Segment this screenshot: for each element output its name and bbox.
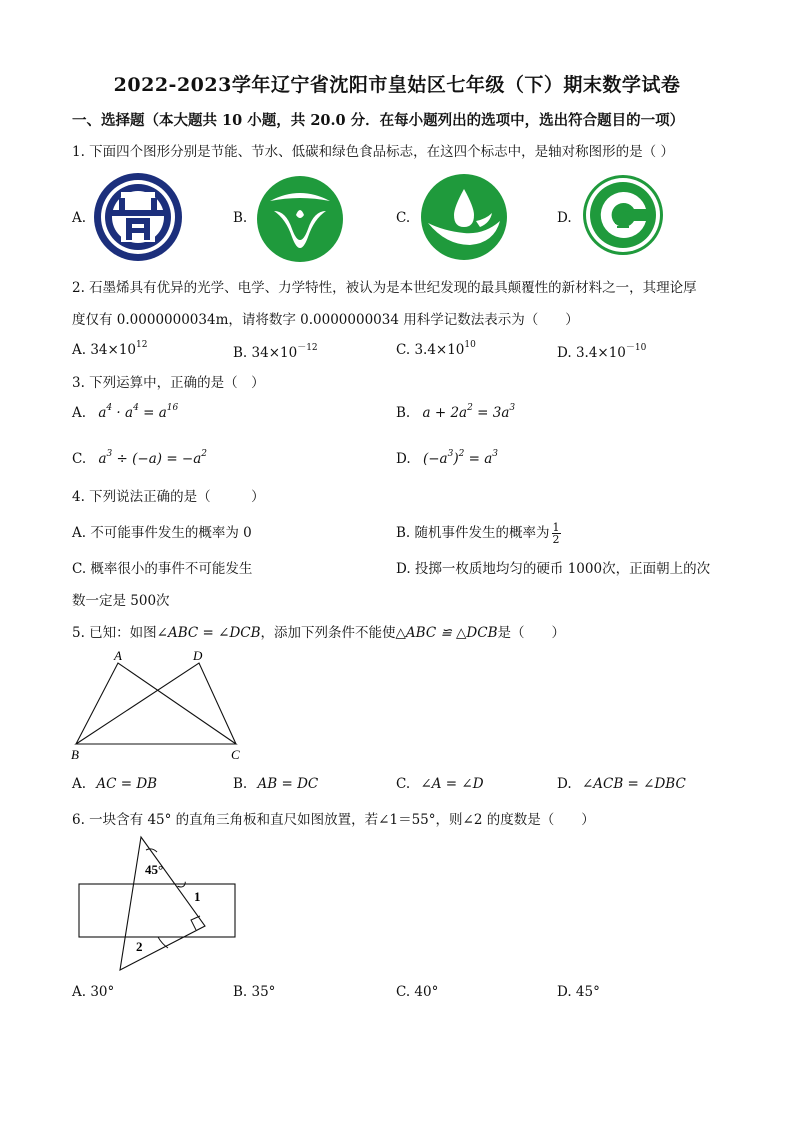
q4-option-a[interactable]: A. 不可能事件发生的概率为 0 bbox=[72, 525, 252, 541]
q3-option-d[interactable]: D. $(-a^3)^2 = a^3$ bbox=[396, 449, 499, 467]
q6-option-b[interactable]: B. 35° bbox=[233, 984, 276, 1000]
water-saving-logo-icon bbox=[256, 175, 344, 263]
option-exponent: －12 bbox=[297, 343, 318, 353]
q5-option-c[interactable] bbox=[396, 776, 484, 792]
option-exponent: 12 bbox=[136, 340, 148, 350]
option-label: D. bbox=[557, 345, 576, 361]
option-math: ∠A = ∠D bbox=[420, 776, 484, 792]
point-label-d: D bbox=[193, 648, 203, 663]
q1-option-c-label[interactable]: C. bbox=[396, 210, 411, 226]
q5-option-a[interactable] bbox=[72, 776, 157, 792]
q4-option-b[interactable] bbox=[396, 521, 561, 545]
option-base: 34×10 bbox=[90, 342, 137, 358]
angle-label-1: 1 bbox=[194, 889, 201, 904]
point-label-a: A bbox=[114, 648, 122, 663]
option-math: ∠ACB = ∠DBC bbox=[581, 776, 686, 792]
q6-option-d[interactable]: D. 45° bbox=[557, 984, 600, 1000]
option-label: B. bbox=[233, 776, 248, 792]
option-label: A. bbox=[72, 405, 87, 421]
stem-text: ，添加下列条件不能使 bbox=[260, 625, 396, 641]
point-label-c: C bbox=[231, 747, 240, 762]
section-heading: 一、选择题（本大题共 10 小题，共 20.0 分．在每小题列出的选项中，选出符合题目的一项） bbox=[72, 112, 685, 129]
q1-option-b-label[interactable]: B. bbox=[233, 210, 248, 226]
q5-option-b[interactable] bbox=[233, 776, 318, 792]
low-carbon-logo-icon bbox=[420, 173, 508, 261]
option-math: AB = DC bbox=[257, 776, 319, 792]
option-label: C. bbox=[396, 776, 411, 792]
stem-text: 5. 已知：如图 bbox=[72, 625, 157, 641]
q1-option-a-label[interactable]: A. bbox=[72, 210, 87, 226]
point-label-b: B bbox=[71, 747, 79, 762]
stem-math: △ABC ≌ △DCB bbox=[395, 625, 498, 641]
q2-stem-line1: 2. 石墨烯具有优异的光学、电学、力学特性，被认为是本世纪发现的最具颠覆性的新材料之一，其理论厚 bbox=[72, 280, 697, 296]
option-exponent: －10 bbox=[625, 343, 647, 353]
q5-option-d[interactable] bbox=[557, 776, 686, 792]
energy-saving-logo-icon bbox=[93, 172, 183, 262]
q6-stem: 6. 一块含有 45° 的直角三角板和直尺如图放置，若∠1＝55°，则∠2 的度数是（ ） bbox=[72, 812, 595, 828]
option-label: A. bbox=[72, 776, 87, 792]
q5-triangles-figure bbox=[66, 645, 256, 765]
q2-option-d[interactable] bbox=[557, 340, 646, 361]
option-label: D. bbox=[396, 451, 411, 467]
stem-math: ∠ABC = ∠DCB bbox=[156, 625, 261, 641]
angle-label-45: 45° bbox=[145, 862, 164, 877]
fraction: $\frac{1}{2}$ bbox=[552, 521, 560, 546]
option-exponent: 10 bbox=[464, 340, 476, 350]
q4-option-d-line2: 数一定是 500次 bbox=[72, 593, 170, 609]
q3-stem: 3. 下列运算中，正确的是（ ） bbox=[72, 375, 265, 391]
option-base: 3.4×10 bbox=[414, 342, 465, 358]
q6-ruler-triangle-figure bbox=[74, 834, 244, 974]
q2-option-b[interactable] bbox=[233, 340, 318, 361]
stem-text: 是（ ） bbox=[497, 625, 565, 641]
q2-option-c[interactable] bbox=[396, 340, 476, 358]
option-label: B. bbox=[396, 405, 411, 421]
q6-option-c[interactable]: C. 40° bbox=[396, 984, 439, 1000]
q4-option-d-line1[interactable]: D. 投掷一枚质地均匀的硬币 1000次，正面朝上的次 bbox=[396, 561, 711, 577]
q2-option-a[interactable] bbox=[72, 340, 147, 358]
option-base: 3.4×10 bbox=[575, 345, 626, 361]
option-math: AC = DB bbox=[96, 776, 158, 792]
q4-option-c[interactable]: C. 概率很小的事件不可能发生 bbox=[72, 561, 253, 577]
q4-stem: 4. 下列说法正确的是（ ） bbox=[72, 489, 265, 505]
q3-option-b[interactable]: B. $a + 2a^2 = 3a^3$ bbox=[396, 403, 516, 421]
angle-label-2: 2 bbox=[136, 939, 143, 954]
option-base: 34×10 bbox=[251, 345, 298, 361]
option-label: C. bbox=[396, 342, 415, 358]
q3-option-a[interactable]: A. $a^4 \cdot a^4 = a^{16}$ bbox=[72, 403, 179, 421]
green-food-logo-icon bbox=[582, 174, 664, 256]
q3-option-c[interactable]: C. $a^3 \div (-a) = -a^2$ bbox=[72, 449, 208, 467]
page-title: 2022-2023学年辽宁省沈阳市皇姑区七年级（下）期末数学试卷 bbox=[113, 74, 681, 96]
option-label: D. bbox=[557, 776, 572, 792]
q5-stem bbox=[72, 621, 565, 641]
option-label: C. bbox=[72, 451, 87, 467]
q6-option-a[interactable]: A. 30° bbox=[72, 984, 115, 1000]
option-label: B. bbox=[233, 345, 252, 361]
option-text: B. 随机事件发生的概率为 bbox=[396, 525, 550, 541]
option-label: A. bbox=[72, 342, 91, 358]
q2-stem-line2: 度仅有 0.0000000034m，请将数字 0.0000000034 用科学记数法表示为（ ） bbox=[72, 312, 579, 328]
q1-stem: 1. 下面四个图形分别是节能、节水、低碳和绿色食品标志，在这四个标志中，是轴对称图形的是（ ） bbox=[72, 144, 674, 160]
q1-option-d-label[interactable]: D. bbox=[557, 210, 572, 226]
